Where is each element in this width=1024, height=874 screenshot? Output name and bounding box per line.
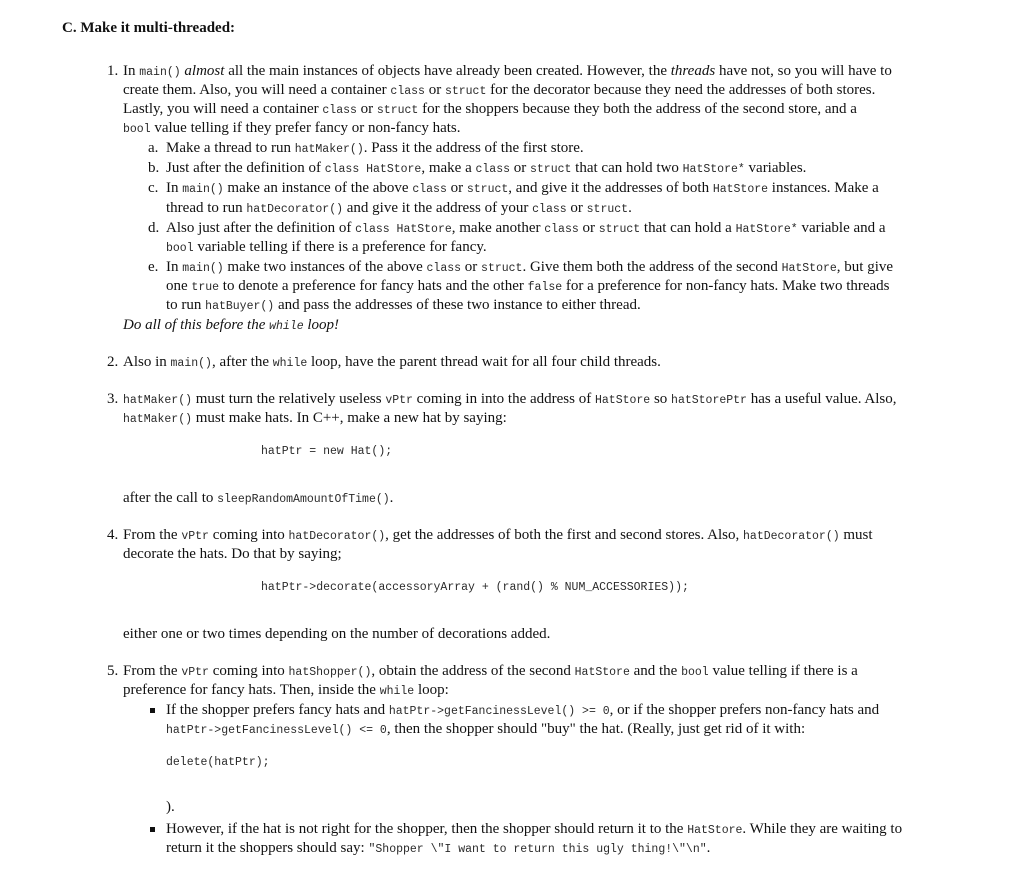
item5-bullet1-close: ). (166, 799, 175, 815)
bullet-icon (150, 827, 155, 832)
item5-bullet1-line2: hatPtr->getFancinessLevel() <= 0, then the shopper should "buy" the hat. (Really, just get rid of it with: (166, 721, 806, 737)
subitem-e-line1: In main() make two instances of the above class or struct. Give them both the address of the second HatStore, but give (166, 259, 894, 275)
item5-line1: From the vPtr coming into hatShopper(), obtain the address of the second HatStore and the bool value telling if there is a (123, 663, 858, 679)
section-title: Make it multi-threaded: (80, 20, 236, 36)
subitem-c-line2: thread to run hatDecorator() and give it the address of your class or struct. (166, 200, 632, 216)
item3-code: hatPtr = new Hat(); (261, 445, 393, 458)
item5-bullet1-line1: If the shopper prefers fancy hats and hatPtr->getFancinessLevel() >= 0, or if the shopper prefers non-fancy hats and (166, 702, 880, 718)
item1-line4: bool value telling if they prefer fancy or non-fancy hats. (123, 120, 461, 136)
item4-after: either one or two times depending on the number of decorations added. (123, 626, 551, 642)
subitem-a-label: a. (148, 140, 159, 156)
item3-number: 3. (107, 391, 119, 407)
subitem-c-label: c. (148, 180, 159, 196)
subitem-b-label: b. (148, 160, 160, 176)
subitem-d-line1: Also just after the definition of class HatStore, make another class or struct that can hold a HatStore* variable and a (166, 220, 886, 236)
subitem-b-text: Just after the definition of class HatStore, make a class or struct that can hold two HatStore* variables. (166, 160, 807, 176)
item5-line2: preference for fancy hats. Then, inside the while loop: (123, 682, 449, 698)
item3-line1: hatMaker() must turn the relatively useless vPtr coming in into the address of HatStore so hatStorePtr has a useful value. Also, (123, 391, 897, 407)
bullet-icon (150, 708, 155, 713)
subitem-a-text: Make a thread to run hatMaker(). Pass it the address of the first store. (166, 140, 584, 156)
item4-line1: From the vPtr coming into hatDecorator(), get the addresses of both the first and second stores. Also, hatDecorator() must (123, 527, 873, 543)
subitem-e-line2: one true to denote a preference for fancy hats and the other false for a preference for non-fancy hats. Make two threads (166, 278, 890, 294)
subitem-d-line2: bool variable telling if there is a preference for fancy. (166, 239, 487, 255)
item4-line2: decorate the hats. Do that by saying; (123, 546, 342, 562)
item1-line2: create them. Also, you will need a container class or struct for the decorator because they need the addresses of both stores. (123, 82, 876, 98)
item2-text: Also in main(), after the while loop, have the parent thread wait for all four child threads. (123, 354, 661, 370)
item4-number: 4. (107, 527, 119, 543)
item5-bullet2-line1: However, if the hat is not right for the shopper, then the shopper should return it to the HatStore. While they are waiting to (166, 821, 903, 837)
item4-code: hatPtr->decorate(accessoryArray + (rand() % NUM_ACCESSORIES)); (261, 581, 689, 594)
item1-line1: In main() almost all the main instances of objects have already been created. However, the threads have not, so you will have to (123, 63, 892, 79)
item3-after: after the call to sleepRandomAmountOfTime(). (123, 490, 394, 506)
subitem-d-label: d. (148, 220, 160, 236)
item5-bullet2-line2: return it the shoppers should say: "Shopper \"I want to return this ugly thing!\"\n". (166, 840, 711, 856)
subitem-c-line1: In main() make an instance of the above class or struct, and give it the addresses of both HatStore instances. Make a (166, 180, 879, 196)
subitem-e-label: e. (148, 259, 159, 275)
subitem-e-line3: to run hatBuyer() and pass the addresses of these two instance to either thread. (166, 297, 641, 313)
item3-line2: hatMaker() must make hats. In C++, make a new hat by saying: (123, 410, 507, 426)
item5-code: delete(hatPtr); (166, 756, 270, 769)
section-heading (62, 19, 235, 38)
item1-line3: Lastly, you will need a container class or struct for the shoppers because they both the address of the second store, and a (123, 101, 857, 117)
item5-number: 5. (107, 663, 119, 679)
item1-number: 1. (107, 63, 119, 79)
section-label: C. (62, 20, 77, 36)
item2-number: 2. (107, 354, 119, 370)
item1-note: Do all of this before the while loop! (123, 317, 340, 333)
